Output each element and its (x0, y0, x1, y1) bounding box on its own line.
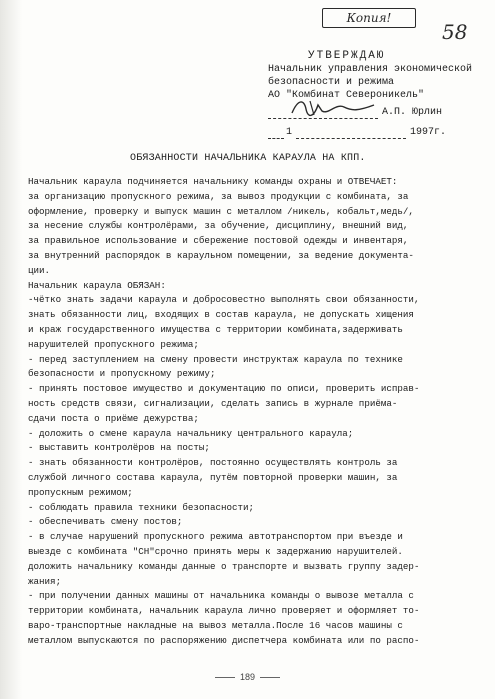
body-line: - принять постовое имущество и документацию по описи, проверить исправ- (28, 383, 420, 395)
footer-rule (215, 677, 235, 678)
body-line: нарушителей пропускного режима; (28, 338, 199, 350)
body-line: знать обязанности лиц, входящих в состав караула, не допускать хищения (28, 309, 414, 321)
body-line: жания; (28, 575, 62, 587)
body-line: сдачи поста о приёме дежурства; (28, 412, 199, 424)
date-year: 1997г. (410, 127, 447, 138)
body-line: - перед заступлением на смену провести инструктаж караула по технике (28, 353, 403, 365)
body-line: - при получении данных машины от начальника команды о вывозе металла с (28, 590, 414, 602)
body-line: ность средств связи, сигнализации, сделать запись в журнале приёма- (28, 397, 398, 409)
date-day: 1 (286, 127, 293, 138)
body-line: металлом выпускаются по распоряжению диспетчера комбината или по распо- (28, 634, 420, 646)
handwritten-page-number: 58 (442, 20, 468, 44)
document-title: ОБЯЗАННОСТИ НАЧАЛЬНИКА КАРАУЛА НА КПП. (130, 153, 366, 164)
body-line: за внутренний распорядок в караульном помещении, за ведение документа- (28, 249, 414, 261)
approval-line: АО "Комбинат Североникель" (268, 90, 425, 101)
body-line: безопасности и пропускному режиму; (28, 368, 216, 380)
body-line: оформление, проверку и выпуск машин с металлом /никель, кобальт,медь/, (28, 205, 414, 217)
body-line: - соблюдать правила техники безопасности; (28, 501, 255, 513)
body-line: службой личного состава караула, путём повторной проверки машин, за (28, 471, 398, 483)
approval-line: Начальник управления экономической (268, 64, 473, 75)
signature-line (268, 106, 483, 119)
body-line: доложить начальнику команды данные о транспорте и вызвать группу задер- (28, 560, 420, 572)
signatory-name: А.П. Юрлин (382, 107, 443, 118)
body-line: выезде с комбината "СН"срочно принять меры к задержанию нарушителей. (28, 545, 403, 557)
body-line: пропускным режимом; (28, 486, 133, 498)
date-dash (268, 138, 284, 139)
approval-block (268, 50, 483, 139)
date-line (268, 125, 483, 139)
body-line: варо-транспортные накладные на вывоз металла.После 16 часов машины с (28, 619, 403, 631)
page-footer (0, 672, 495, 682)
body-line: - знать обязанности контролёров, постоянно осуществлять контроль за (28, 457, 398, 469)
body-line: территории комбината, начальник караула лично проверяет и оформляет то- (28, 605, 420, 617)
body-line: Начальник караула подчиняется начальнику команды охраны и ОТВЕЧАЕТ: (28, 176, 398, 187)
signature-blank (268, 107, 378, 119)
body-line: за организацию пропускного режима, за вывоз продукции с комбината, за (28, 190, 409, 202)
body-line: - обеспечивать смену постов; (28, 516, 183, 528)
approval-line: безопасности и режима (268, 77, 395, 88)
handwritten-signature (288, 97, 378, 119)
footer-rule (260, 677, 280, 678)
footer-page-number: 189 (239, 672, 256, 682)
body-line: Начальник караула ОБЯЗАН: (28, 279, 166, 291)
body-line: за несение службы контролёрами, за обучение, дисциплину, внешний вид, (28, 220, 409, 232)
body-line: за правильное использование и сбережение постовой одежды и инвентаря, (28, 235, 409, 247)
date-month-blank (296, 125, 406, 139)
body-line: - в случае нарушений пропускного режима автотранспортом при въезде и (28, 531, 403, 543)
copy-stamp: Копия! (322, 8, 416, 28)
body-line: ции. (28, 264, 51, 276)
body-line: - доложить о смене караула начальнику центрального караула; (28, 427, 354, 439)
body-line: и краж государственного имущества с территории комбината,задерживать (28, 323, 403, 335)
document-body (28, 175, 483, 649)
approval-title: УТВЕРЖДАЮ (308, 50, 386, 62)
body-line: -чётко знать задачи караула и добросовестно выполнять свои обязанности, (28, 294, 420, 306)
body-line: - выставить контролёров на посты; (28, 442, 210, 454)
scan-edge-shadow (0, 0, 22, 699)
